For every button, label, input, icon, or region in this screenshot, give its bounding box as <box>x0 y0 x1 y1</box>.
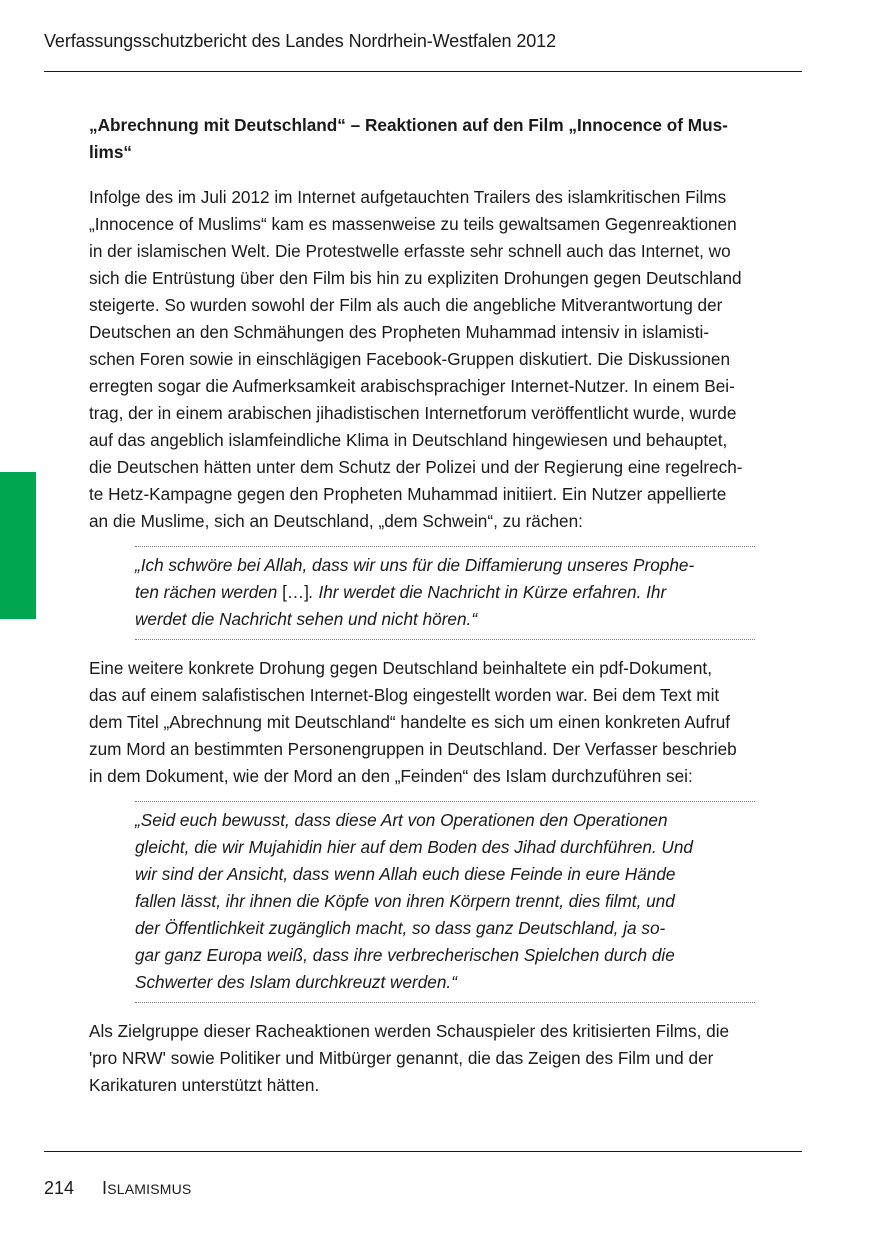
section-rest: SLAMISMUS <box>107 1181 192 1197</box>
text-line: Infolge des im Juli 2012 im Internet aufgetauchten Trailers des islamkritischen Films <box>89 187 727 207</box>
quote-line: gar ganz Europa weiß, dass ihre verbrecherischen Spielchen durch die <box>135 945 675 965</box>
quote-line: der Öffentlichkeit zugänglich macht, so dass ganz Deutschland, ja so- <box>135 918 666 938</box>
text-line: te Hetz-Kampagne gegen den Propheten Muhammad initiiert. Ein Nutzer appellierte <box>89 484 727 504</box>
chapter-marker-tab <box>0 472 36 619</box>
page-number: 214 <box>44 1178 75 1198</box>
quote-line: Schwerter des Islam durchkreuzt werden.“ <box>135 972 457 992</box>
quote-line: fallen lässt, ihr ihnen die Köpfe von ihren Körpern trennt, dies filmt, und <box>135 891 675 911</box>
text-line: die Deutschen hätten unter dem Schutz der Polizei und der Regierung eine regelrech- <box>89 457 743 477</box>
quote-line: „Seid euch bewusst, dass diese Art von Operationen den Operationen <box>135 810 668 830</box>
text-line: Karikaturen unterstützt hätten. <box>89 1075 320 1095</box>
text-line: „Innocence of Muslims“ kam es massenweise zu teils gewaltsamen Gegenreaktionen <box>89 214 737 234</box>
article-body <box>89 112 801 1099</box>
text-line: Als Zielgruppe dieser Racheaktionen werden Schauspieler des kritisierten Films, die <box>89 1021 730 1041</box>
text-line: 'pro NRW' sowie Politiker und Mitbürger genannt, die das Zeigen des Film und der <box>89 1048 714 1068</box>
blockquote-2 <box>135 801 755 1003</box>
paragraph-1 <box>89 184 801 535</box>
quote-line: wir sind der Ansicht, dass wenn Allah euch diese Feinde in eure Hände <box>135 864 676 884</box>
text-line: erregten sogar die Aufmerksamkeit arabischsprachiger Internet-Nutzer. In einem Bei- <box>89 376 735 396</box>
section-initial: I <box>102 1178 108 1198</box>
article-title <box>89 112 801 166</box>
quote-line <box>135 579 755 606</box>
text-line: in dem Dokument, wie der Mord an den „Feinden“ des Islam durchzuführen sei: <box>89 766 693 786</box>
text-line: Deutschen an den Schmähungen des Propheten Muhammad intensiv in islamisti- <box>89 322 710 342</box>
header-divider <box>44 71 802 72</box>
text-line: an die Muslime, sich an Deutschland, „dem Schwein“, zu rächen: <box>89 511 583 531</box>
running-header: Verfassungsschutzbericht des Landes Nordrhein-Westfalen 2012 <box>44 31 556 51</box>
text-line: dem Titel „Abrechnung mit Deutschland“ handelte es sich um einen konkreten Aufruf <box>89 712 731 732</box>
text-line: in der islamischen Welt. Die Protestwelle erfasste sehr schnell auch das Internet, wo <box>89 241 731 261</box>
text-line: zum Mord an bestimmten Personengruppen in Deutschland. Der Verfasser beschrieb <box>89 739 737 759</box>
paragraph-3 <box>89 1018 801 1099</box>
text-line: steigerte. So wurden sowohl der Film als auch die angebliche Mitverantwortung der <box>89 295 723 315</box>
text-line: Eine weitere konkrete Drohung gegen Deutschland beinhaltete ein pdf-Dokument, <box>89 658 712 678</box>
paragraph-2 <box>89 655 801 790</box>
blockquote-1 <box>135 546 755 640</box>
text-line: trag, der in einem arabischen jihadistischen Internetforum veröffentlicht wurde, wurde <box>89 403 737 423</box>
quote-line: gleicht, die wir Mujahidin hier auf dem Boden des Jihad durchführen. Und <box>135 837 693 857</box>
footer-divider <box>44 1151 802 1152</box>
section-name <box>102 1176 191 1201</box>
quote-text: ten rächen werden <box>135 582 283 602</box>
quote-line: „Ich schwöre bei Allah, dass wir uns für die Diffamierung unseres Prophe- <box>135 555 695 575</box>
text-line: das auf einem salafistischen Internet-Blog eingestellt worden war. Bei dem Text mit <box>89 685 720 705</box>
text-line: schen Foren sowie in einschlägigen Facebook-Gruppen diskutiert. Die Diskussionen <box>89 349 731 369</box>
quote-text: . Ihr werdet die Nachricht in Kürze erfahren. Ihr <box>308 582 667 602</box>
title-line: „Abrechnung mit Deutschland“ – Reaktionen auf den Film „Innocence of Mus- <box>89 115 728 135</box>
ellipsis-marker: […] <box>282 582 309 602</box>
text-line: auf das angeblich islamfeindliche Klima in Deutschland hingewiesen und behauptet, <box>89 430 728 450</box>
text-line: sich die Entrüstung über den Film bis hin zu expliziten Drohungen gegen Deutschland <box>89 268 742 288</box>
quote-line: werdet die Nachricht sehen und nicht hören.“ <box>135 609 478 629</box>
title-line: lims“ <box>89 142 132 162</box>
